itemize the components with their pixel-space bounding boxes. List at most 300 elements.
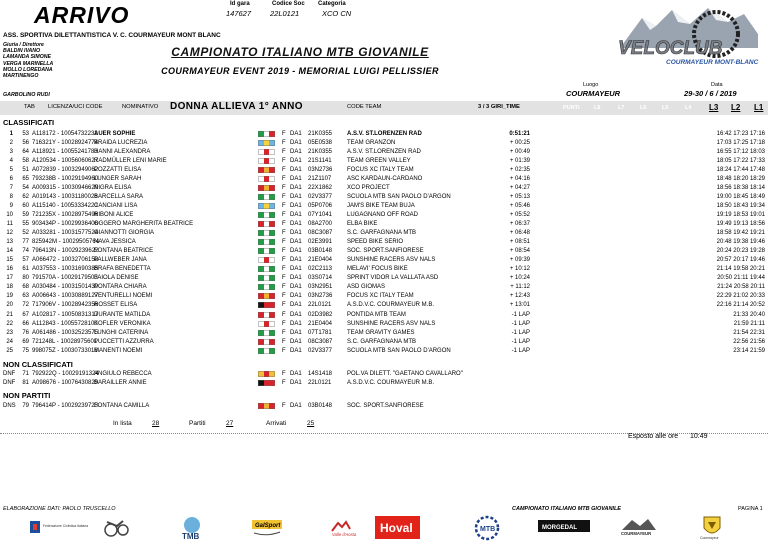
team-name: LUGAGNANO OFF ROAD — [347, 211, 419, 218]
team-name: SPRINT VIDOR LA VALLATA ASD — [347, 275, 439, 282]
athlete-name: RADMÜLLER LENI MARIE — [94, 157, 167, 164]
tmb-logo-text: TMB — [182, 532, 200, 541]
region-flag-icon — [258, 176, 275, 182]
team-code: 02D3982 — [308, 311, 333, 318]
team-code: 22X1862 — [308, 184, 333, 191]
data-value: 29-30 / 6 / 2019 — [684, 89, 737, 98]
athlete-name: FONTANA CAMILLA — [94, 403, 150, 409]
position: 11 — [6, 221, 13, 227]
bib-number: 69 — [22, 338, 29, 345]
time-gap: + 08:54 — [509, 248, 530, 255]
team-name: TEAM GRANZON — [347, 139, 396, 146]
sex: F — [282, 380, 286, 386]
category: DA1 — [290, 202, 302, 209]
position: DNF — [3, 380, 16, 386]
result-row — [0, 166, 768, 174]
team-name: TEAM GREEN VALLEY — [347, 157, 411, 164]
category: DA1 — [290, 338, 302, 345]
team-name: S.C. GARFAGNANA MTB — [347, 338, 417, 345]
position: 8 — [9, 193, 13, 200]
bib-number: 80 — [22, 275, 29, 282]
sex: F — [282, 184, 286, 191]
license-code: 721248L - 10028975601 — [32, 338, 98, 345]
region-flag-icon — [258, 212, 275, 218]
id-gara-label: Id gara — [230, 1, 250, 7]
bib-number: 68 — [22, 284, 29, 291]
lap-times: 23:14 21:59 — [733, 347, 765, 354]
categoria-value: XCO CN — [322, 9, 352, 18]
luogo-value: COURMAYEUR — [566, 89, 621, 98]
region-flag-icon — [258, 302, 275, 308]
result-row — [0, 283, 768, 291]
position: 9 — [9, 202, 13, 209]
bib-number: 61 — [22, 266, 29, 273]
athlete-name: PALLWEBER JANA — [94, 257, 147, 264]
team-name: JAM'S BIKE TEAM BUJA — [347, 202, 415, 209]
time-gap: + 12:43 — [509, 293, 530, 300]
license-code: A009315 - 10030946620 — [32, 184, 99, 191]
result-row — [0, 238, 768, 246]
team-code: 07Y1041 — [308, 211, 333, 218]
hoval-logo — [375, 516, 420, 544]
col-code-team: CODE TEAM — [347, 104, 382, 110]
team-name: FOCUS XC ITALY TEAM — [347, 293, 414, 300]
team-name: SCUOLA MTB SAN PAOLO D'ARGON — [347, 347, 451, 354]
category: DA1 — [290, 293, 302, 300]
bib-number: 58 — [22, 157, 29, 164]
team-code: 02V3377 — [308, 347, 333, 354]
team-name: POL.VA DILETT. "GAETANO CAVALLARO" — [347, 371, 463, 377]
time-gap: + 02:35 — [509, 166, 530, 173]
col-nominativo: NOMINATIVO — [122, 104, 159, 110]
team-name: SUNSHINE RACERS ASV NALS — [347, 257, 436, 264]
bib-number: 57 — [22, 257, 29, 264]
time-gap: + 05:13 — [509, 193, 530, 200]
sex: F — [282, 266, 286, 273]
courmayeur-logo — [620, 516, 658, 541]
license-code: A112843 - 10055728100 — [32, 320, 98, 327]
arrivati-label: Arrivati — [266, 420, 287, 427]
lap-times: 22:56 21:56 — [733, 338, 765, 345]
region-flag-icon — [258, 230, 275, 236]
data-label: Data — [711, 82, 723, 88]
position: 7 — [9, 184, 13, 191]
sex: F — [282, 257, 286, 264]
time-gap: + 05:52 — [509, 211, 530, 218]
team-code: 03S0714 — [308, 275, 333, 282]
team-name: ELBA BIKE — [347, 221, 378, 227]
lap-times: 16:55 17:12 18:03 — [716, 148, 765, 155]
athlete-name: RIBONI ALICE — [94, 211, 134, 218]
region-flag-icon — [258, 149, 275, 155]
time-gap: 0:51:21 — [509, 130, 530, 137]
team-name: SOC. SPORT.SANFIORESE — [347, 403, 424, 409]
category: DA1 — [290, 157, 302, 164]
athlete-name: AUER SOPHIE — [94, 130, 136, 137]
region-flag-icon — [258, 371, 275, 377]
category: DA1 — [290, 266, 302, 273]
bib-number: 55 — [22, 221, 29, 227]
team-name: A.S.D.V.C. COURMAYEUR M.B. — [347, 380, 435, 386]
region-flag-icon — [258, 167, 275, 173]
team-name: A.S.V. ST.LORENZEN RAD — [347, 130, 422, 137]
bib-number: 72 — [22, 302, 29, 309]
position: 4 — [9, 157, 13, 164]
lap-times: 19:00 18:45 18:49 — [716, 193, 765, 200]
bib-number: 51 — [22, 166, 29, 173]
lap-times: 17:03 17:25 17:18 — [716, 139, 765, 146]
license-code: 716321Y - 10028924774 — [32, 139, 98, 146]
sex: F — [282, 248, 286, 255]
data-processing-credit: ELABORAZIONE DATI: PAOLO TRUSCELLO — [3, 506, 116, 512]
jury-member: MARTINENGO — [3, 73, 39, 80]
sex: F — [282, 275, 286, 282]
team-code: 02V3377 — [308, 193, 333, 200]
bib-number: 59 — [22, 211, 29, 218]
partiti-value: 27 — [226, 420, 234, 427]
team-code: 08A2700 — [308, 221, 333, 227]
sex: F — [282, 221, 286, 227]
time-gap: -1 LAP — [511, 320, 530, 327]
athlete-name: BRAIDA LUCREZIA — [94, 139, 148, 146]
sex: F — [282, 347, 286, 354]
time-gap: + 06:48 — [509, 230, 530, 237]
athlete-name: DURANTE MATILDA — [94, 311, 151, 318]
category: DA1 — [290, 166, 302, 173]
bib-number: 74 — [22, 248, 29, 255]
result-row — [0, 292, 768, 300]
position: 17 — [6, 275, 13, 282]
team-code: 21K0355 — [308, 148, 333, 155]
sex: F — [282, 371, 286, 377]
license-code: A120534 - 10056060627 — [32, 157, 99, 164]
section-not-classified: NON CLASSIFICATI — [3, 360, 73, 369]
team-name: FOCUS XC ITALY TEAM — [347, 166, 414, 173]
team-code: 08C3087 — [308, 230, 333, 237]
team-name: S.C. GARFAGNANA MTB — [347, 230, 417, 237]
team-name: SUNSHINE RACERS ASV NALS — [347, 320, 436, 327]
license-code: A061486 - 10032523575 — [32, 329, 99, 336]
license-code: A072839 - 10032949062 — [32, 166, 99, 173]
sex: F — [282, 139, 286, 146]
sex: F — [282, 302, 286, 309]
team-name: XCO PROJECT — [347, 184, 390, 191]
athlete-name: ANGIULO REBECCA — [94, 371, 152, 377]
position: 5 — [9, 166, 13, 173]
category: DA1 — [290, 148, 302, 155]
athlete-name: PONTARA CHIARA — [94, 284, 147, 291]
time-gap: -1 LAP — [511, 347, 530, 354]
license-code: A066472 - 10032706158 — [32, 257, 99, 264]
category: DA1 — [290, 257, 302, 264]
region-flag-icon — [258, 403, 275, 409]
region-flag-icon — [258, 266, 275, 272]
lap-times: 16:42 17:23 17:16 — [716, 130, 765, 137]
mtb-logo-text: MTB — [480, 526, 496, 533]
time-gap: + 00:25 — [509, 139, 530, 146]
athlete-name: ROSSET ELISA — [94, 302, 138, 309]
lap-times: 18:58 19:42 19:21 — [716, 230, 765, 237]
team-code: 03N2736 — [308, 166, 333, 173]
time-gap: + 00:49 — [509, 148, 530, 155]
team-code: 05P0706 — [308, 202, 333, 209]
team-code: 07T1781 — [308, 329, 332, 336]
team-code: 08C3087 — [308, 338, 333, 345]
category: DA1 — [290, 347, 302, 354]
in-lista-value: 28 — [152, 420, 160, 427]
team-code: 05E0538 — [308, 139, 333, 146]
team-code: 21K0355 — [308, 130, 333, 137]
region-flag-icon — [258, 194, 275, 200]
luogo-label: Luogo — [583, 82, 599, 88]
fci-logo — [30, 518, 89, 543]
lap-times: 18:56 18:38 18:14 — [716, 184, 765, 191]
team-name: SCUOLA MTB SAN PAOLO D'ARGON — [347, 193, 451, 200]
courmayeur-crest-text: Courmayeur — [700, 536, 719, 540]
region-flag-icon — [258, 221, 275, 227]
result-row — [0, 157, 768, 165]
jury-member: BALDIN IVANO — [3, 48, 41, 55]
position: 25 — [6, 347, 13, 354]
time-gap: + 13:01 — [509, 302, 530, 309]
sex: F — [282, 320, 286, 327]
position: 1 — [9, 130, 13, 137]
category: DA1 — [290, 320, 302, 327]
lap-times: 20:48 19:38 19:46 — [716, 239, 765, 246]
lap-times: 21:24 20:58 20:11 — [717, 284, 765, 291]
athlete-name: LUNGER SARAH — [94, 175, 142, 182]
athlete-name: LUNGHI CATERINA — [94, 329, 149, 336]
col-l8: L8 — [594, 105, 601, 111]
sex: F — [282, 338, 286, 345]
col-l6: L6 — [640, 105, 647, 111]
morgedal-logo — [538, 520, 590, 539]
athlete-name: BARCELLA SARA — [94, 193, 144, 200]
col-l4: L4 — [685, 105, 692, 111]
result-row — [0, 265, 768, 273]
license-code: A115140 - 10053334220 — [32, 202, 98, 209]
id-gara-value: 147627 — [226, 9, 252, 18]
bib-number: 67 — [22, 311, 29, 318]
sex: F — [282, 329, 286, 336]
lap-times: 21:33 20:40 — [733, 311, 765, 318]
team-code: 03B0148 — [308, 248, 333, 255]
position: 6 — [9, 175, 13, 182]
category: DA1 — [290, 302, 302, 309]
lap-times: 22:16 21:14 20:52 — [716, 302, 765, 309]
result-row — [0, 329, 768, 337]
championship-title: CAMPIONATO ITALIANO MTB GIOVANILE — [171, 45, 429, 59]
category: DA1 — [290, 329, 302, 336]
logo-text: VELOCLUB — [618, 38, 723, 59]
region-flag-icon — [258, 312, 275, 318]
team-code: 02C2113 — [308, 266, 332, 273]
sex: F — [282, 148, 286, 155]
team-name: A.S.V. ST.LORENZEN RAD — [347, 148, 421, 155]
lap-times: 19:19 18:53 19:01 — [716, 211, 765, 218]
result-row — [0, 402, 768, 410]
result-row — [0, 301, 768, 309]
bib-number: 56 — [22, 139, 29, 146]
license-code: A118921 - 10055241783 — [32, 148, 98, 155]
col-tab: TAB — [24, 104, 35, 110]
team-code: 22L0121 — [308, 302, 332, 309]
sex: F — [282, 157, 286, 164]
license-code: 825942M - 10029505764 — [32, 239, 100, 246]
col-punti: PUNTI — [563, 105, 580, 111]
team-code: 21S1141 — [308, 157, 332, 164]
bib-number: 71 — [22, 371, 29, 377]
license-code: 792922Q - 10029191324 — [32, 371, 99, 377]
lap-times: 22:29 21:02 20:33 — [716, 293, 765, 300]
codice-soc-value: 22L0121 — [270, 9, 300, 18]
page-number: PAGINA 1 — [738, 506, 763, 512]
team-code: 03N2736 — [308, 293, 333, 300]
hoval-logo-text: Hoval — [380, 521, 413, 535]
license-code: 791570A - 10029179503 — [32, 275, 98, 282]
team-name: SPEED BIKE SERIO — [347, 239, 404, 246]
athlete-name: KOFLER VERONIKA — [94, 320, 151, 327]
category: DA1 — [290, 130, 302, 137]
category: DA1 — [290, 311, 302, 318]
col-l1: L1 — [754, 103, 764, 112]
sex: F — [282, 193, 286, 200]
sex: F — [282, 175, 286, 182]
athlete-name: FAIOLA DENISE — [94, 275, 139, 282]
athlete-name: GIANNOTTI GIORGIA — [94, 230, 155, 237]
vda-logo-text: Valle d'Aosta — [332, 532, 357, 537]
license-code: 796413N - 10029239622 — [32, 248, 99, 255]
result-row — [0, 193, 768, 201]
category: DA1 — [290, 211, 302, 218]
in-lista-label: In lista — [113, 420, 132, 427]
cycling-logo — [103, 518, 129, 543]
position: 22 — [6, 320, 13, 327]
time-gap: + 05:46 — [509, 202, 530, 209]
time-gap: + 10:12 — [509, 266, 530, 273]
logo-subtext: COURMAYEUR MONT-BLANC — [666, 59, 759, 66]
license-code: 721235X - 10028975496 — [32, 211, 99, 218]
result-row — [0, 320, 768, 328]
page-title: ARRIVO — [34, 2, 130, 28]
sex: F — [282, 166, 286, 173]
jury-member: LAMANDA SIMONE — [3, 54, 51, 61]
region-flag-icon — [258, 239, 275, 245]
team-name: ASC KARDAUN-CARDANO — [347, 175, 423, 182]
category: DA1 — [290, 221, 302, 227]
fci-logo-text: Federazione Ciclistica Italiana — [43, 524, 89, 528]
courmayeur-crest — [700, 514, 724, 545]
position: 3 — [9, 148, 13, 155]
athlete-name: NAVA JESSICA — [94, 239, 136, 246]
result-row — [0, 370, 768, 378]
license-code: 903434P - 10029936406 — [32, 221, 98, 227]
team-code: 02E3991 — [308, 239, 333, 246]
position: 20 — [6, 302, 13, 309]
team-name: ASD GIOMAS — [347, 284, 386, 291]
region-flag-icon — [258, 293, 275, 299]
time-gap: + 08:51 — [509, 239, 530, 246]
result-row — [0, 184, 768, 192]
bib-number: 66 — [22, 320, 29, 327]
category: DA1 — [290, 184, 302, 191]
position: DNF — [3, 371, 16, 377]
result-row — [0, 202, 768, 210]
time-gap: + 04:16 — [509, 175, 530, 182]
sex: F — [282, 239, 286, 246]
region-flag-icon — [258, 140, 275, 146]
license-code: A037553 - 10031690385 — [32, 266, 99, 273]
col-l7: L7 — [618, 105, 625, 111]
license-code: 998075Z - 10030733018 — [32, 347, 98, 354]
category: DA1 — [290, 248, 302, 255]
bib-number: 62 — [22, 193, 29, 200]
position: 16 — [6, 266, 13, 273]
veloclub-logo — [612, 4, 762, 70]
event-title: COURMAYEUR EVENT 2019 - MEMORIAL LUIGI PELLISSIER — [161, 66, 439, 76]
athlete-name: BRAFA BENEDETTA — [94, 266, 151, 273]
morgedal-logo-text: MORGEDAL — [542, 525, 577, 531]
partiti-label: Partiti — [189, 420, 206, 427]
license-code: A118172 - 10054732232 — [32, 130, 98, 137]
time-gap: -1 LAP — [511, 338, 530, 345]
category: DA1 — [290, 175, 302, 182]
time-gap: + 11:12 — [510, 284, 530, 291]
position: 15 — [6, 257, 13, 264]
lap-times: 18:05 17:22 17:33 — [716, 157, 765, 164]
athlete-name: HANNI ALEXANDRA — [94, 148, 151, 155]
result-row — [0, 148, 768, 156]
athlete-name: FONTANA BEATRICE — [94, 248, 154, 255]
license-code: 796414P - 10029239723 — [32, 403, 98, 409]
team-name: MELAVI' FOCUS BIKE — [347, 266, 408, 273]
result-row — [0, 211, 768, 219]
region-flag-icon — [258, 284, 275, 290]
category: DA1 — [290, 380, 302, 386]
license-code: A030484 - 10031501439 — [32, 284, 99, 291]
position: 10 — [6, 211, 13, 218]
team-code: 03N2951 — [308, 284, 333, 291]
category-title: DONNA ALLIEVA 1° ANNO — [170, 101, 303, 112]
license-code: A006643 - 10030889127 — [32, 293, 99, 300]
region-flag-icon — [258, 380, 275, 386]
footer-championship: CAMPIONATO ITALIANO MTB GIOVANILE — [512, 506, 621, 512]
result-row — [0, 256, 768, 264]
region-flag-icon — [258, 203, 275, 209]
bib-number: 53 — [22, 130, 29, 137]
result-row — [0, 379, 768, 387]
athlete-name: VENTURELLI NOEMI — [94, 293, 153, 300]
result-row — [0, 229, 768, 237]
col-giri: 3 / 3 GIRI_TIME — [478, 104, 520, 110]
time-gap: + 09:39 — [509, 257, 530, 264]
col-l5: L5 — [662, 105, 669, 111]
team-code: 21E0404 — [308, 320, 333, 327]
region-flag-icon — [258, 248, 275, 254]
codice-soc-label: Codice Soc — [272, 1, 305, 7]
bib-number: 81 — [22, 380, 29, 386]
sex: F — [282, 130, 286, 137]
col-l3: L3 — [709, 103, 719, 112]
athlete-name: NIGRA ELISA — [94, 184, 132, 191]
license-code: 717906V - 10028942356 — [32, 302, 99, 309]
lap-times: 21:54 22:31 — [733, 329, 765, 336]
categoria-label: Categoria — [318, 1, 346, 7]
jury-member: MOLLO LOREDANA — [3, 66, 53, 73]
team-code: 22L0121 — [308, 380, 332, 386]
position: 18 — [6, 284, 13, 291]
tmb-logo — [177, 515, 207, 546]
